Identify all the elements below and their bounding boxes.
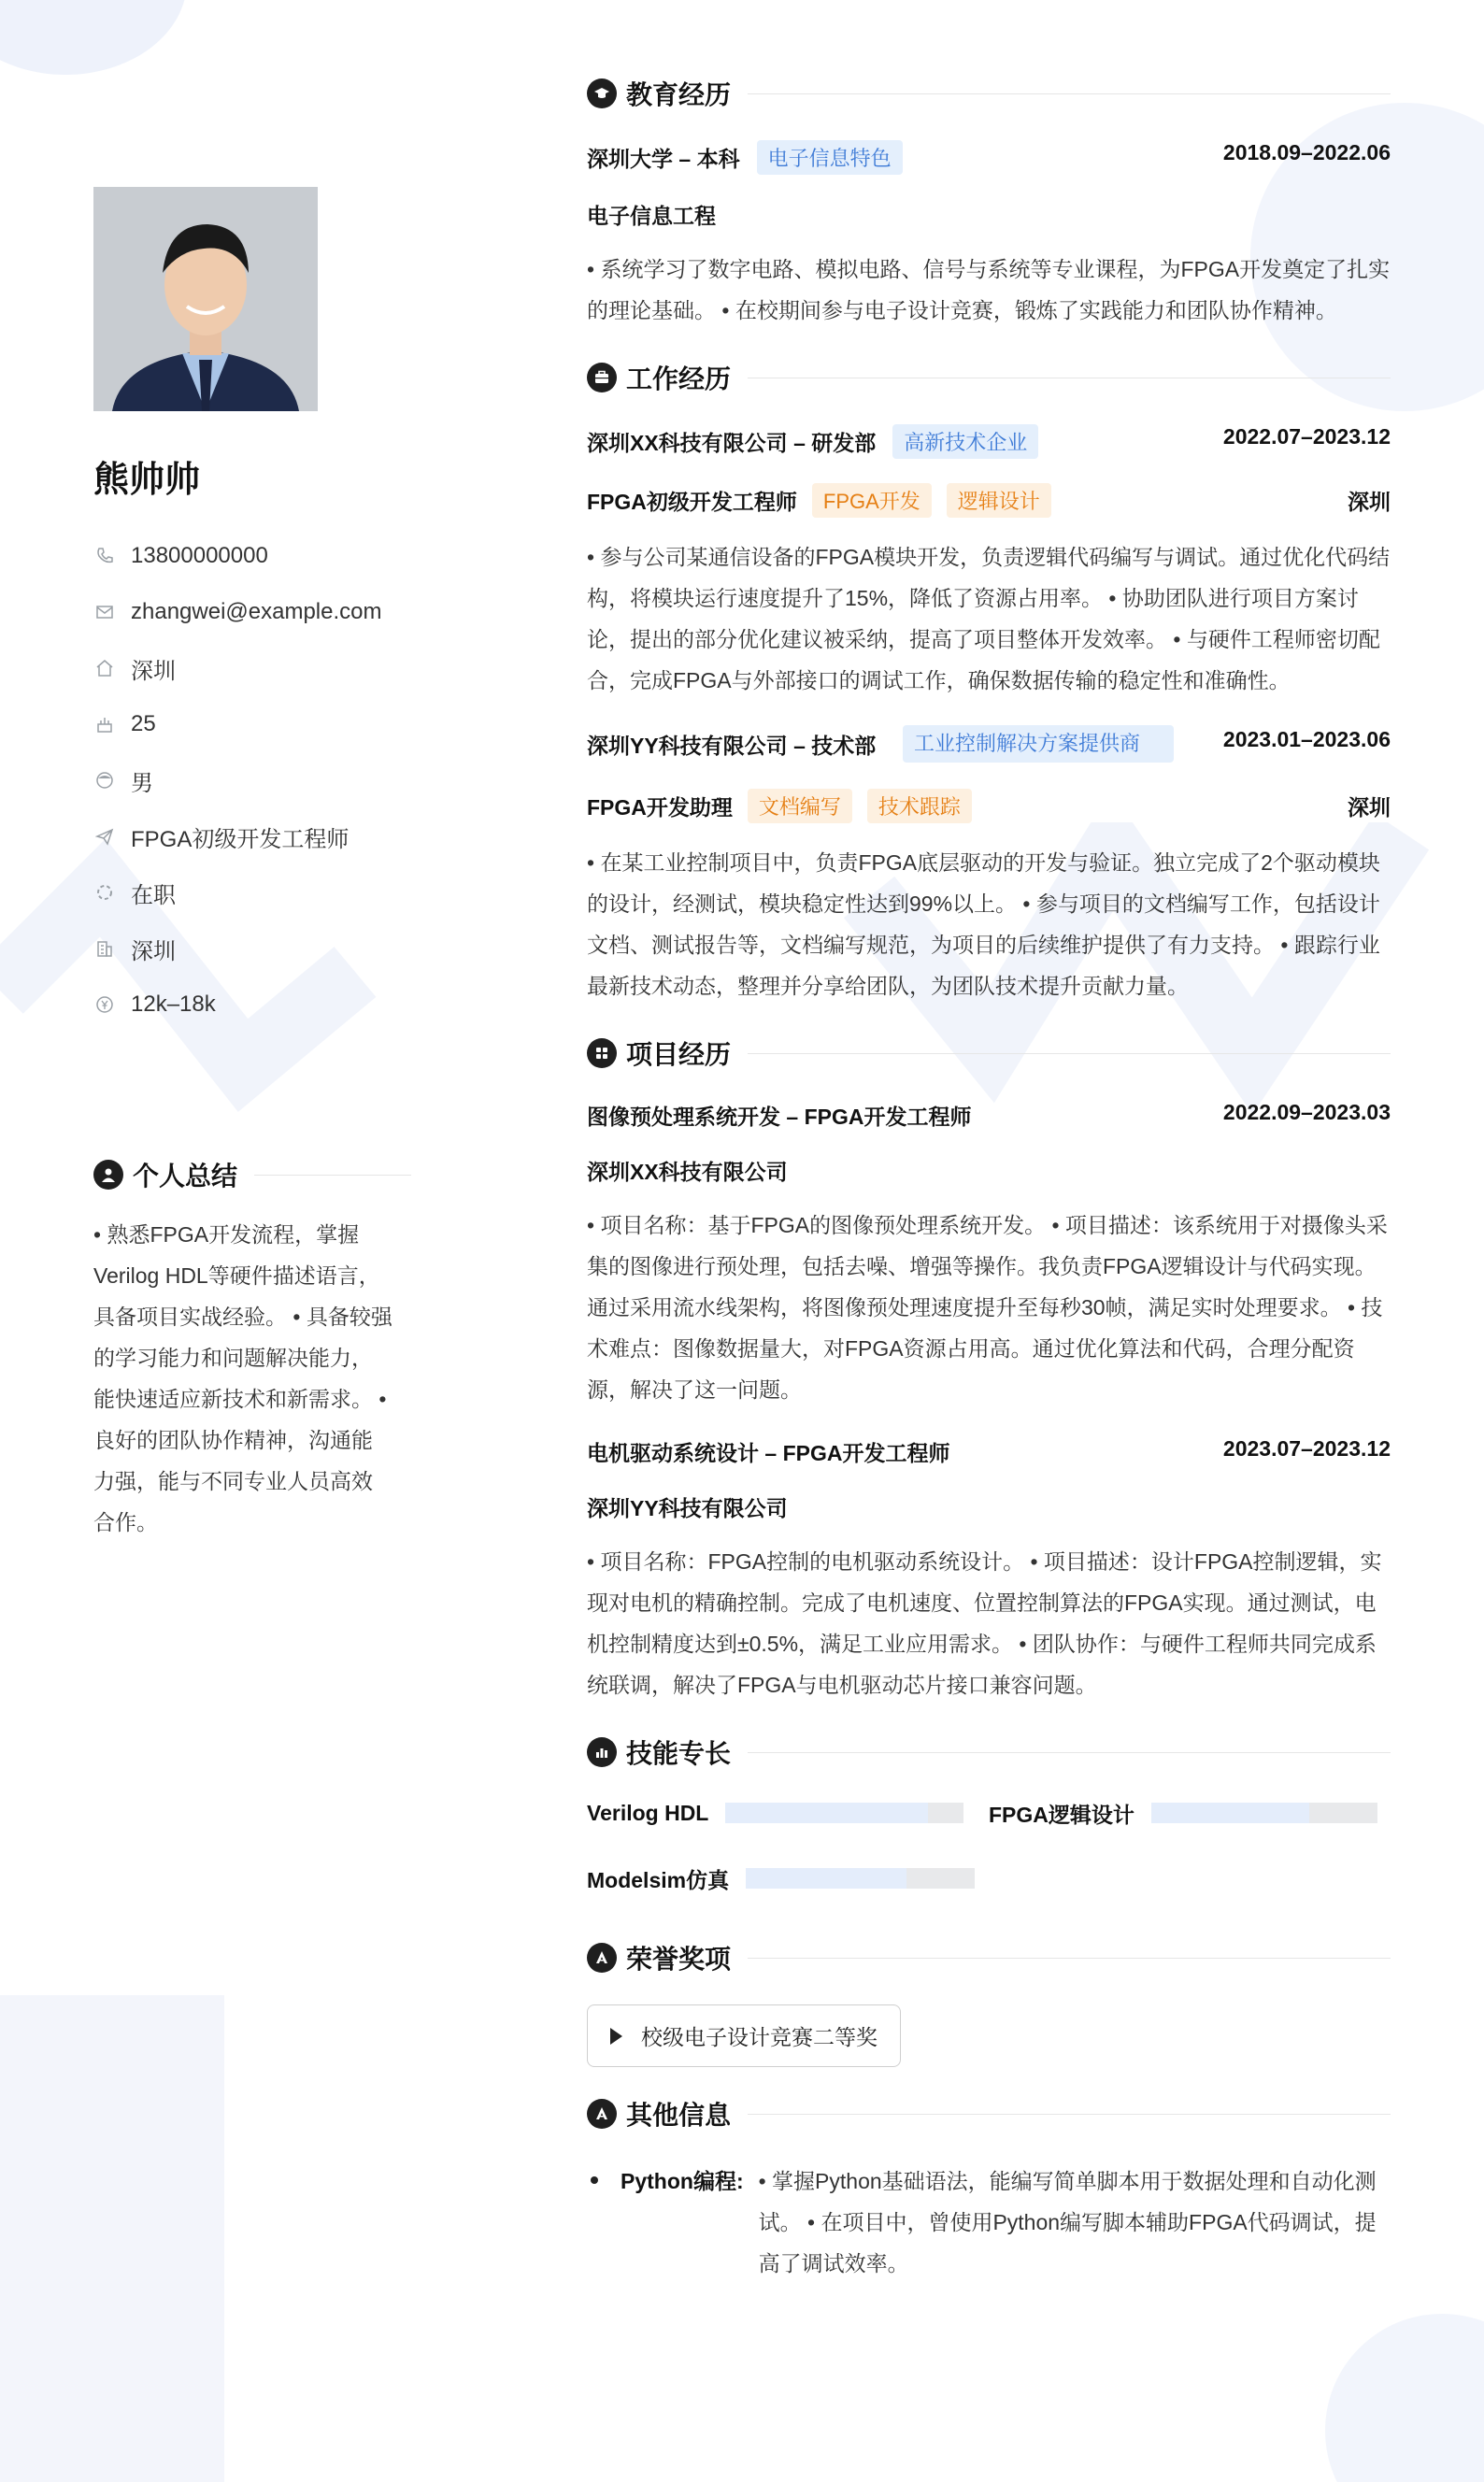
summary-text: • 熟悉FPGA开发流程，掌握Verilog HDL等硬件描述语言，具备项目实战经验。 • 具备较强的学习能力和问题解决能力，能快速适应新技术和新需求。 • 良好的团队协作精神，沟通能力强，能与不同专业人员高效合作。 [93,1222,392,1534]
education-section [587,75,1391,331]
location-text: 深圳 [131,658,176,684]
work-title: 工作经历 [626,364,732,393]
company-name: 深圳YY科技有限公司 – 技术部 [587,734,877,758]
phone-icon [93,545,116,567]
project-item [587,1100,1391,1410]
project-desc: • 项目名称：FPGA控制的电机驱动系统设计。 • 项目描述：设计FPGA控制逻辑，实现对电机的精确控制。完成了电机速度、位置控制算法的FPGA实现。通过测试，电机控制精度达到±0.5%，满足工业应用需求。 • 团队协作：与硬件工程师共同完成系统联调，解决了FPGA与电机驱动芯片接口兼容问题。 [587,1549,1382,1697]
skill-item [587,1780,989,1846]
expand-triangle-icon [610,2028,622,2045]
skill-item [989,1780,1391,1846]
skill-item [587,1846,989,1911]
divider [748,2114,1391,2115]
paper-plane-icon [93,825,116,848]
awards-section [587,1939,1391,2067]
info-phone [93,528,411,584]
work-city: 深圳 [1348,490,1391,514]
skills-title: 技能专长 [626,1739,732,1768]
other-info-icon [587,2099,617,2129]
award-name: 校级电子设计竞赛二等奖 [641,2025,878,2049]
email-text: zhangwei@example.com [131,599,382,624]
skill-name: Verilog HDL [587,1800,709,1825]
other-title: 其他信息 [626,2101,732,2130]
work-desc: • 在某工业控制项目中，负责FPGA底层驱动的开发与验证。独立完成了2个驱动模块的设计，经测试，模块稳定性达到99%以上。 • 参与项目的文档编写工作，包括设计文档、测试报告等，文档编写规范，为项目的后续维护提供了有力支持。 • 跟踪行业最新技术动态，整理并分享给团队，为团队技术提升贡献力量。 [587,850,1380,998]
cake-icon [93,713,116,735]
age-text: 25 [131,711,156,736]
skills-heading [587,1733,1391,1771]
yen-coin-icon [93,993,116,1016]
work-date: 2022.07–2023.12 [1222,424,1391,449]
awards-heading [587,1939,1391,1976]
graduation-cap-icon [587,78,617,108]
project-date: 2023.07–2023.12 [1222,1436,1391,1461]
education-title: 教育经历 [626,80,732,109]
skill-name: Modelsim仿真 [587,1867,730,1892]
awards-title: 荣誉奖项 [626,1945,732,1974]
school-tag: 电子信息特色 [757,140,903,175]
bullet-dot [591,2176,598,2184]
project-company: 深圳XX科技有限公司 [587,1160,788,1184]
work-date: 2023.01–2023.06 [1222,727,1391,751]
status-icon [93,881,116,904]
education-desc: • 系统学习了数字电路、模拟电路、信号与系统等专业课程，为FPGA开发奠定了扎实的理论基础。 • 在校期间参与电子设计竞赛，锻炼了实践能力和团队协作精神。 [587,257,1391,322]
projects-section [587,1034,1391,1705]
work-heading [587,359,1391,396]
skill-tag: 文档编写 [748,789,852,823]
company-tag: 工业控制解决方案提供商 [903,725,1174,763]
salary-text: 12k–18k [131,991,216,1017]
home-icon [93,657,116,679]
company-name: 深圳XX科技有限公司 – 研发部 [587,431,877,455]
school-name: 深圳大学 – 本科 [587,147,740,171]
main-content [587,75,1391,2312]
divider [748,1752,1391,1753]
divider [748,1053,1391,1054]
sidebar [93,187,411,1543]
mail-icon [93,601,116,623]
grid-icon [587,1038,617,1068]
background-block [0,1995,224,2482]
project-date: 2022.09–2023.03 [1222,1100,1391,1124]
face-icon [93,769,116,792]
skill-tag: 技术跟踪 [867,789,972,823]
project-desc: • 项目名称：基于FPGA的图像预处理系统开发。 • 项目描述：该系统用于对摄像头采集的图像进行预处理，包括去噪、增强等操作。我负责FPGA逻辑设计与代码实现。通过采用流水线架构，将图像预处理速度提升至每秒30帧，满足实时处理要求。 • 技术难点：图像数据量大，对FPGA资源占用高。通过优化算法和代码，合理分配资源，解决了这一问题。 [587,1213,1388,1402]
work-item [587,424,1391,701]
user-icon [93,1160,123,1190]
divider [254,1175,411,1176]
summary-title: 个人总结 [133,1162,238,1191]
info-position [93,808,411,864]
divider [748,93,1391,94]
skill-bar [725,1803,963,1823]
contact-info-list [93,528,411,1033]
status-text: 在职 [131,882,176,908]
building-icon [93,937,116,960]
project-name: 电机驱动系统设计 – FPGA开发工程师 [587,1441,950,1465]
skill-bar [746,1868,975,1889]
skill-bar-fill [725,1803,928,1823]
other-item [587,2161,1391,2284]
major-name: 电子信息工程 [587,204,716,228]
job-role: FPGA初级开发工程师 [587,490,797,514]
skill-tag: FPGA开发 [812,483,932,518]
skill-tag: 逻辑设计 [947,483,1051,518]
projects-heading [587,1034,1391,1072]
info-status [93,864,411,920]
background-circle [0,0,187,75]
work-item [587,727,1391,1006]
education-date: 2018.09–2022.06 [1222,140,1391,164]
summary-section [93,1156,411,1543]
gender-text: 男 [131,770,153,796]
profile-name: 熊帅帅 [93,461,201,500]
bar-chart-icon [587,1737,617,1767]
other-section [587,2095,1391,2284]
avatar [93,187,318,411]
other-heading [587,2095,1391,2133]
award-icon [587,1943,617,1973]
other-text: • 掌握Python基础语法，能编写简单脚本用于数据处理和自动化测试。 • 在项目中，曾使用Python编写脚本辅助FPGA代码调试，提高了调试效率。 [758,2169,1377,2275]
background-circle [1325,2314,1484,2482]
education-heading [587,75,1391,112]
project-name: 图像预处理系统开发 – FPGA开发工程师 [587,1105,972,1129]
position-text: FPGA初级开发工程师 [131,826,350,852]
skills-list [587,1780,1391,1911]
other-label: Python编程: [621,2169,744,2193]
target-city-text: 深圳 [131,938,176,964]
work-city: 深圳 [1348,795,1391,820]
skill-bar-fill [1151,1803,1309,1823]
briefcase-icon [587,363,617,392]
info-salary [93,977,411,1033]
phone-text: 13800000000 [131,543,268,568]
projects-title: 项目经历 [626,1040,732,1069]
skill-name: FPGA逻辑设计 [989,1802,1134,1827]
project-item [587,1436,1391,1705]
education-item [587,140,1391,331]
summary-heading [93,1156,411,1193]
company-tag: 高新技术企业 [892,424,1038,459]
info-target-city [93,920,411,977]
divider [748,1958,1391,1959]
job-role: FPGA开发助理 [587,795,733,820]
project-company: 深圳YY科技有限公司 [587,1496,788,1520]
skill-bar [1151,1803,1377,1823]
skill-bar-fill [746,1868,906,1889]
info-gender [93,752,411,808]
skills-section [587,1733,1391,1911]
work-desc: • 参与公司某通信设备的FPGA模块开发，负责逻辑代码编写与调试。通过优化代码结构，将模块运行速度提升了15%，降低了资源占用率。 • 协助团队进行项目方案讨论，提出的部分优化建议被采纳，提高了项目整体开发效率。 • 与硬件工程师密切配合，完成FPGA与外部接口的调试工作，确保数据传输的稳定性和准确性。 [587,545,1391,692]
info-location [93,640,411,696]
award-item[interactable] [587,2004,901,2067]
info-email [93,584,411,640]
info-age [93,696,411,752]
work-section [587,359,1391,1006]
